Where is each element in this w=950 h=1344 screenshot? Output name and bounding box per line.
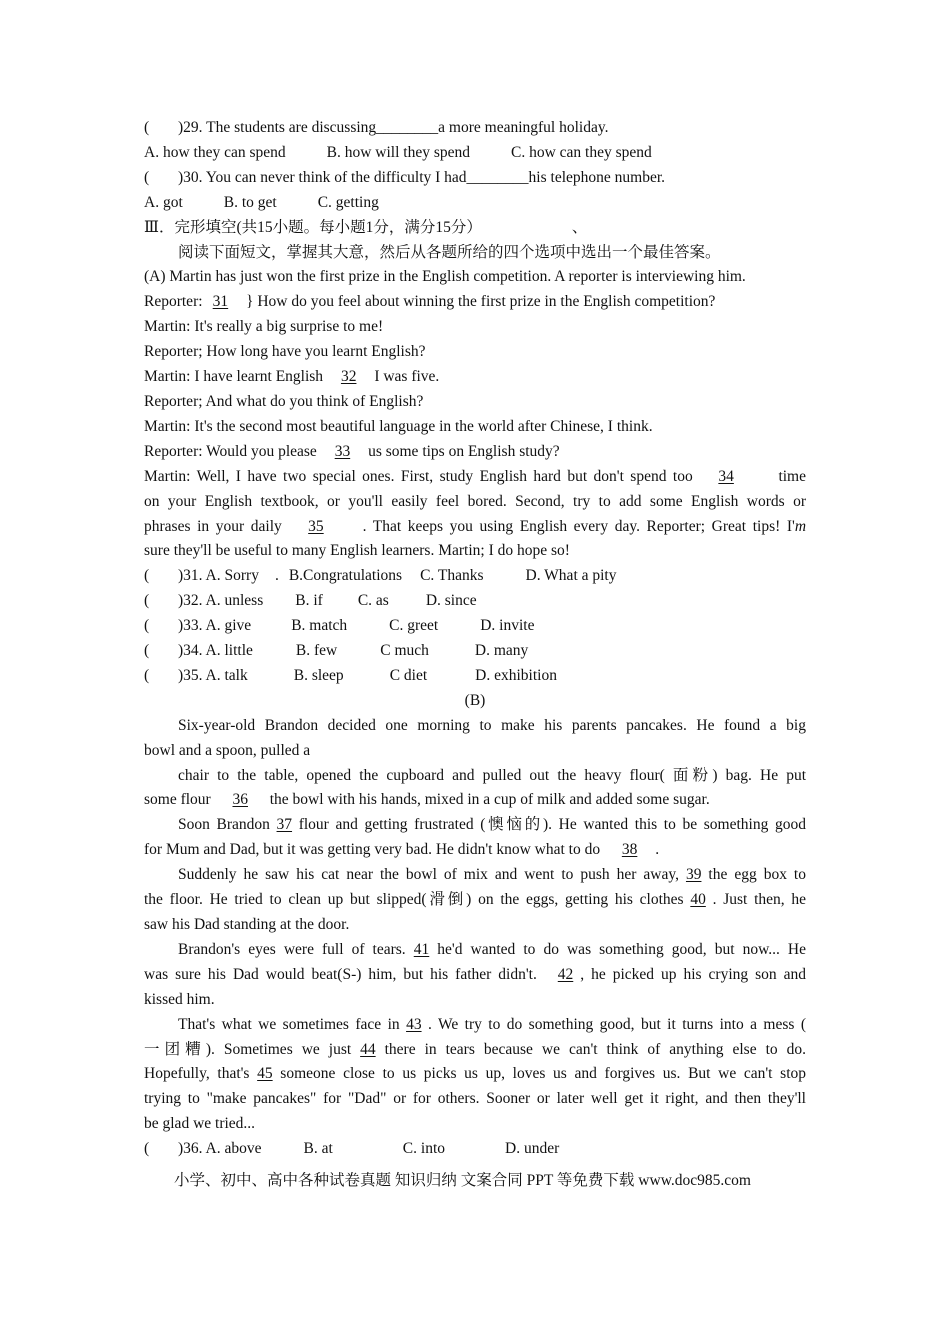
passage-a-line: Reporter; And what do you think of English? [144,392,424,410]
option-row-36: ( )36. A. above B. at C. into D. under [144,1140,560,1158]
option-row-31: ( )31. A. Sorry . B.Congratulations C. Thanks D. What a pity [144,567,617,585]
blank-41: 41 [413,940,430,958]
blank-31: 31 [212,293,229,311]
passage-a-line: phrases in your daily 35 . That keeps you using English every day. Reporter; Great tips! I'm [144,515,806,540]
blank-37: 37 [276,816,293,834]
blank-36: 36 [232,791,248,809]
passage-b-line: Hopefully, that's 45 someone close to us picks us up, loves us and forgives us. But we can't stop [144,1065,806,1083]
passage-b-line: saw his Dad standing at the door. [144,916,350,933]
option-row-32: ( )32. A. unless B. if C. as D. since [144,592,477,610]
passage-b-line: Soon Brandon 37 flour and getting frustrated (懊恼的). He wanted this to be something good [178,816,807,834]
passage-a-line: Reporter: Would you please 33 us some tips on English study? [144,440,806,465]
passage-b-line: was sure his Dad would beat(S-) him, but his father didn't. 42 , he picked up his crying son and [144,965,806,983]
question-30: ( )30. You can never think of the difficulty I had________his telephone number. [144,168,666,186]
passage-b-line: chair to the table, opened the cupboard and pulled out the heavy flour( 面粉) bag. He put [178,766,806,784]
passage-b-line: bowl and a spoon, pulled a [144,741,311,759]
passage-b-line: That's what we sometimes face in 43 . We try to do something good, but it turns into a mess ( [178,1015,806,1033]
section-3-instruction: 阅读下面短文，掌握其大意，然后从各题所给的四个选项中选出一个最佳答案。 [178,243,721,261]
passage-b-line: trying to "make pancakes" for "Dad" or for others. Sooner or later well get it right, and then they'll [144,1090,806,1108]
passage-b-line: 一团糟). Sometimes we just 44 there in tears because we can't think of anything else to do. [144,1040,806,1058]
option-row-35: ( )35. A. talk B. sleep C diet D. exhibition [144,666,557,684]
passage-b-label: (B) [464,691,486,709]
passage-a-line: Martin: I have learnt English 32 I was five. [144,365,806,390]
passage-a-line: sure they'll be useful to many English learners. Martin; I do hope so! [144,542,570,560]
blank-32: 32 [340,368,357,386]
passage-b-line: kissed him. [144,990,215,1008]
blank-38: 38 [621,841,638,859]
passage-a-line: Martin: It's the second most beautiful language in the world after Chinese, I think. [144,417,653,435]
exam-page [144,116,806,1162]
blank-43: 43 [406,1015,422,1033]
passage-b-line: some flour 36 the bowl with his hands, mixed in a cup of milk and added some sugar. [144,788,806,813]
passage-a-line: Martin: Well, I have two special ones. First, study English hard but don't spend too 34 time [144,465,806,490]
blank-42: 42 [557,965,574,983]
blank-40: 40 [690,891,706,909]
option-row-33: ( )33. A. give B. match C. greet D. invite [144,617,535,635]
passage-a-line: on your English textbook, or you'll easily feel bored. Second, try to add some English words or [144,492,806,510]
passage-a-line: Reporter: 31 } How do you feel about winning the first prize in the English competition? [144,290,806,315]
passage-a-line: Reporter; How long have you learnt English? [144,343,426,361]
passage-b-line: the floor. He tried to clean up but slipped(滑倒) on the eggs, getting his clothes 40 . Just then, he [144,891,807,909]
blank-39: 39 [685,866,702,884]
blank-45: 45 [257,1065,273,1083]
blank-35: 35 [308,517,324,535]
question-29: ( )29. The students are discussing________a more meaningful holiday. [144,119,609,136]
blank-44: 44 [360,1040,376,1058]
passage-b-line: for Mum and Dad, but it was getting very bad. He didn't know what to do 38 . [144,838,806,863]
question-30-options: A. got B. to get C. getting [144,193,379,211]
passage-b-line: be glad we tried... [144,1115,256,1133]
page-footer: 小学、初中、高中各种试卷真题 知识归纳 文案合同 PPT 等免费下载 www.doc985.com [174,1172,751,1189]
passage-b-line: Six-year-old Brandon decided one morning to make his parents pancakes. He found a big [178,716,806,734]
blank-33: 33 [334,442,351,460]
blank-34: 34 [718,467,734,485]
passage-b-line: Suddenly he saw his cat near the bowl of mix and went to push her away, 39 the egg box to [178,866,806,884]
section-3-title: Ⅲ．完形填空(共15小题。每小题1分，满分15分） 、 [144,218,588,236]
passage-a-line: Martin: It's really a big surprise to me! [144,318,384,336]
passage-b-line: Brandon's eyes were full of tears. 41 he'd wanted to do was something good, but now... He [178,940,806,958]
question-29-options: A. how they can spend B. how will they spend C. how can they spend [144,143,652,161]
passage-a-intro: (A) Martin has just won the first prize in the English competition. A reporter is interviewing him. [144,268,746,286]
option-row-34: ( )34. A. little B. few C much D. many [144,642,529,660]
